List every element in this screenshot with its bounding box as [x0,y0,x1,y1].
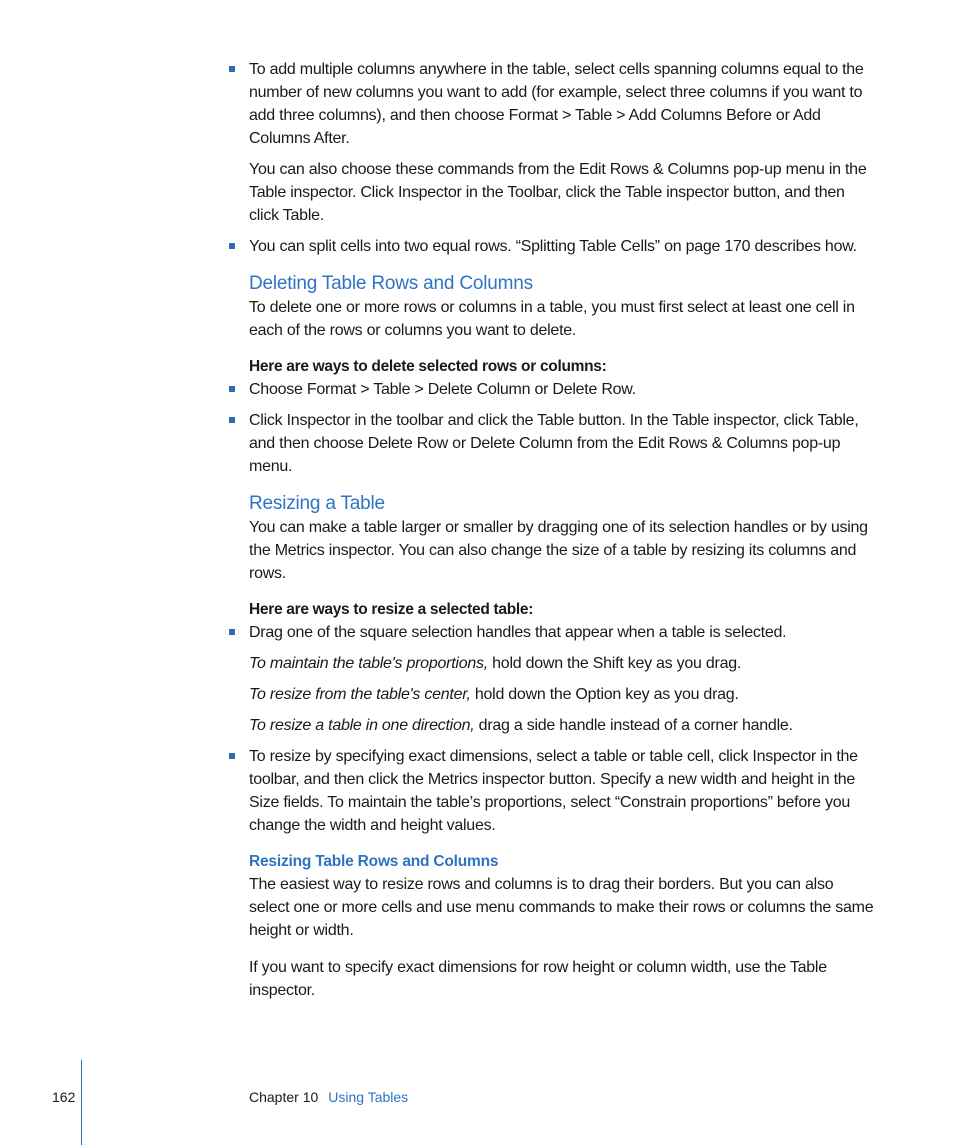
subsection-heading: Resizing Table Rows and Columns [249,853,499,870]
tip-text [249,652,877,675]
tip-emphasis: To resize a table in one direction, [249,717,475,734]
chapter-label: Chapter 10 [249,1089,319,1105]
page-content [249,58,877,1002]
bullet-square-icon [229,629,235,635]
list-item [249,58,877,150]
tip-emphasis: To resize from the table's center, [249,686,471,703]
chapter-title-link[interactable]: Using Tables [328,1089,409,1105]
body-text: Click Inspector in the toolbar and click the Table button. In the Table inspector, click Table, and then choose Delete Row or Delete Column from the Edit Rows & Columns pop-up menu. [249,412,859,475]
bullet-square-icon [229,243,235,249]
body-text: The easiest way to resize rows and columns is to drag their borders. But you can also select one or more cells and use menu commands to make their rows or columns the same height or width. [249,876,874,939]
body-text: To resize by specifying exact dimensions, select a table or table cell, click Inspector in the toolbar, and then click the Metrics inspector button. Specify a new width and height in the Size fields. To maintain the table’s proportions, select “Constrain proportions” before you change the width and height values. [249,748,858,834]
tip-emphasis: To maintain the table's proportions, [249,655,488,672]
footer-divider [81,1060,82,1145]
body-text: Drag one of the square selection handles that appear when a table is selected. [249,624,787,641]
list-item [249,235,877,258]
tip-body: hold down the Option key as you drag. [470,686,739,703]
bullet-square-icon [229,753,235,759]
body-text: You can make a table larger or smaller by dragging one of its selection handles or by using the Metrics inspector. You can also change the size of a table by resizing its columns and rows. [249,519,868,582]
list-item [249,745,877,837]
tip-body: drag a side handle instead of a corner handle. [474,717,793,734]
page-number: 162 [52,1089,76,1105]
section-heading: Resizing a Table [249,493,385,514]
body-text: To add multiple columns anywhere in the table, select cells spanning columns equal to the number of new columns you want to add (for example, select three columns if you want to add three columns), and then choose Format > Table > Add Columns Before or Add Columns After. [249,61,864,147]
body-text: You can split cells into two equal rows. “Splitting Table Cells” on page 170 describes how. [249,238,857,255]
list-item [249,409,877,478]
lead-in-text: Here are ways to delete selected rows or columns: [249,358,607,375]
lead-in-text: Here are ways to resize a selected table: [249,601,534,618]
list-item [249,621,877,644]
list-item [249,378,877,401]
tip-body: hold down the Shift key as you drag. [487,655,742,672]
body-text: You can also choose these commands from the Edit Rows & Columns pop-up menu in the Table inspector. Click Inspector in the Toolbar, click the Table inspector button, and then click Table. [249,161,867,224]
body-text: If you want to specify exact dimensions for row height or column width, use the Table inspector. [249,959,827,999]
tip-text [249,683,877,706]
bullet-square-icon [229,66,235,72]
footer-chapter [249,1088,408,1106]
bullet-square-icon [229,386,235,392]
body-text: Choose Format > Table > Delete Column or Delete Row. [249,381,636,398]
section-heading: Deleting Table Rows and Columns [249,273,533,294]
body-text: To delete one or more rows or columns in a table, you must first select at least one cell in each of the rows or columns you want to delete. [249,299,855,339]
tip-text [249,714,877,737]
bullet-square-icon [229,417,235,423]
